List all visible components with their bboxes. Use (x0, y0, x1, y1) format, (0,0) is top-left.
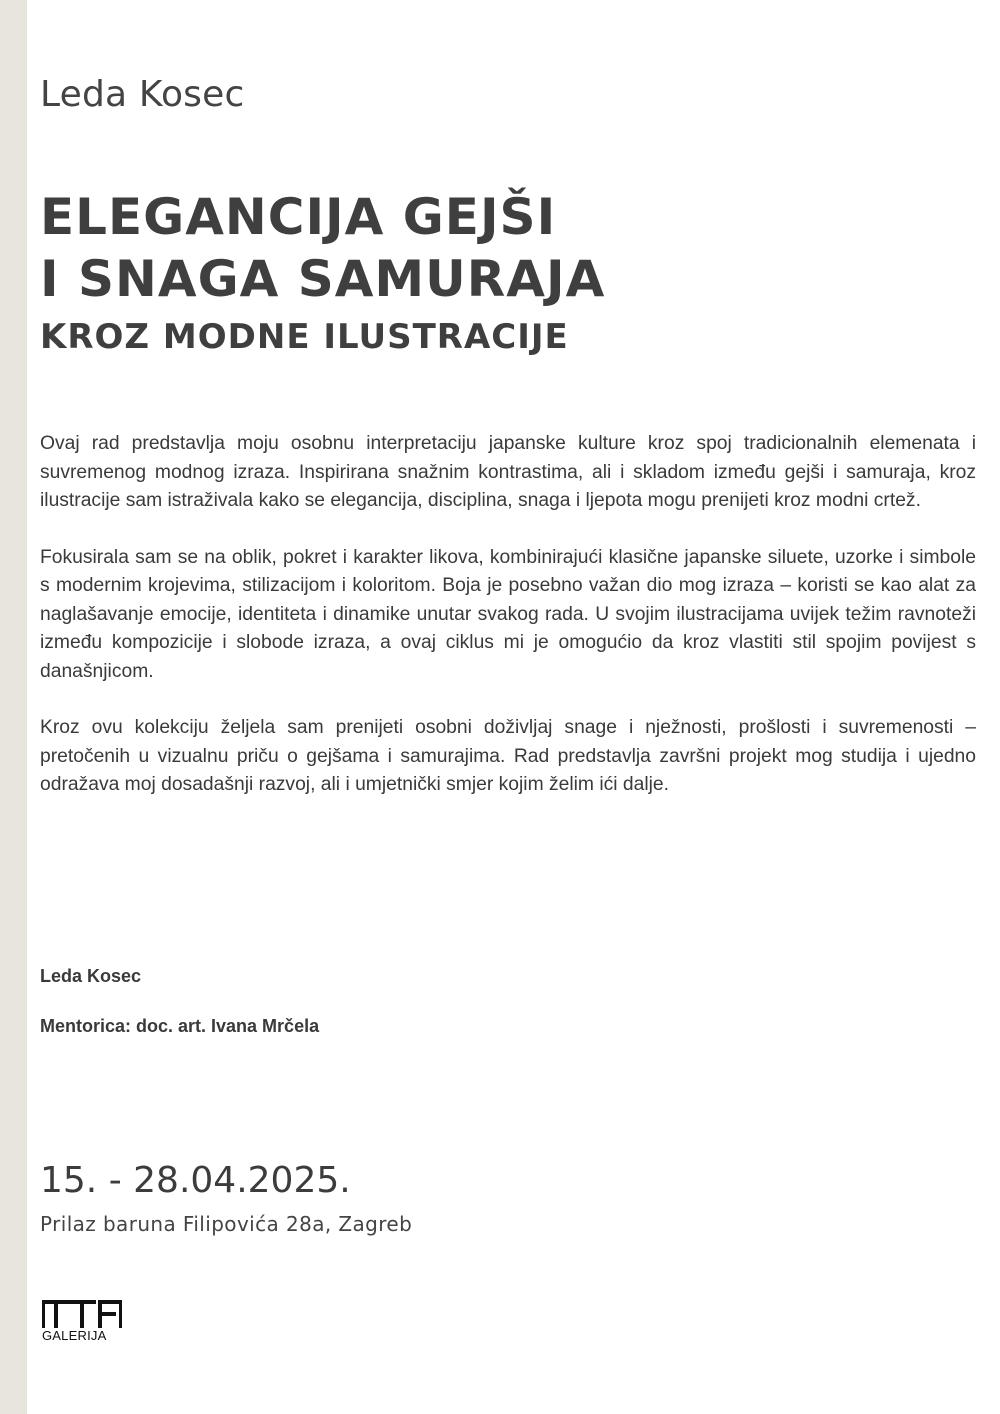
paragraph-3: Kroz ovu kolekciju željela sam prenijeti osobni doživljaj snage i nježnosti, prošlosti i suvremenosti – pretočenih u vizualnu priču o gejšama i samurajima. Rad predstavlja završni projekt mog studija i ujedno odražava moj dosadašnji razvoj, ali i umjetnički smjer kojim želim ići dalje. (40, 717, 976, 795)
author-name-header: Leda Kosec (40, 74, 245, 115)
logo-caption: GALERIJA (42, 1328, 107, 1343)
exhibition-dates: 15. - 28.04.2025. (40, 1160, 351, 1201)
ttf-galerija-logo (42, 1300, 124, 1344)
paragraph-2: Fokusirala sam se na oblik, pokret i karakter likova, kombinirajući klasične japanske siluete, uzorke i simbole s modernim krojevima, stilizacijom i koloritom. Boja je posebno važan dio mog izraza – koristi se kao alat za naglašavanje emocije, identiteta i dinamike unutar svakog rada. U svojim ilustracijama uvijek težim ravnoteži između kompozicije i slobode izraza, a ovaj ciklus mi je omogućio da kroz vlastiti stil spojim povijest s današnjicom. (40, 546, 976, 682)
title-subtitle: KROZ MODNE ILUSTRACIJE (40, 317, 569, 357)
ttf-logo-icon (42, 1300, 124, 1328)
credit-mentor: Mentorica: doc. art. Ivana Mrčela (40, 1016, 320, 1036)
decorative-side-bar (0, 0, 27, 1414)
credit-author: Leda Kosec (40, 966, 142, 986)
title-line-1: ELEGANCIJA GEJŠI (40, 188, 557, 246)
credits (40, 966, 319, 1066)
exhibition-address: Prilaz baruna Filipovića 28a, Zagreb (40, 1212, 413, 1236)
exhibition-title (40, 186, 940, 362)
description-text (40, 430, 976, 828)
title-line-2: I SNAGA SAMURAJA (40, 250, 606, 308)
paragraph-1: Ovaj rad predstavlja moju osobnu interpretaciju japanske kulture kroz spoj tradicionalnih elemenata i suvremenog modnog izraza. Inspirirana snažnim kontrastima, ali i skladom između gejši i samuraja, kroz ilustracije sam istraživala kako se elegancija, disciplina, snaga i ljepota mogu prenijeti kroz modni crtež. (40, 433, 976, 511)
